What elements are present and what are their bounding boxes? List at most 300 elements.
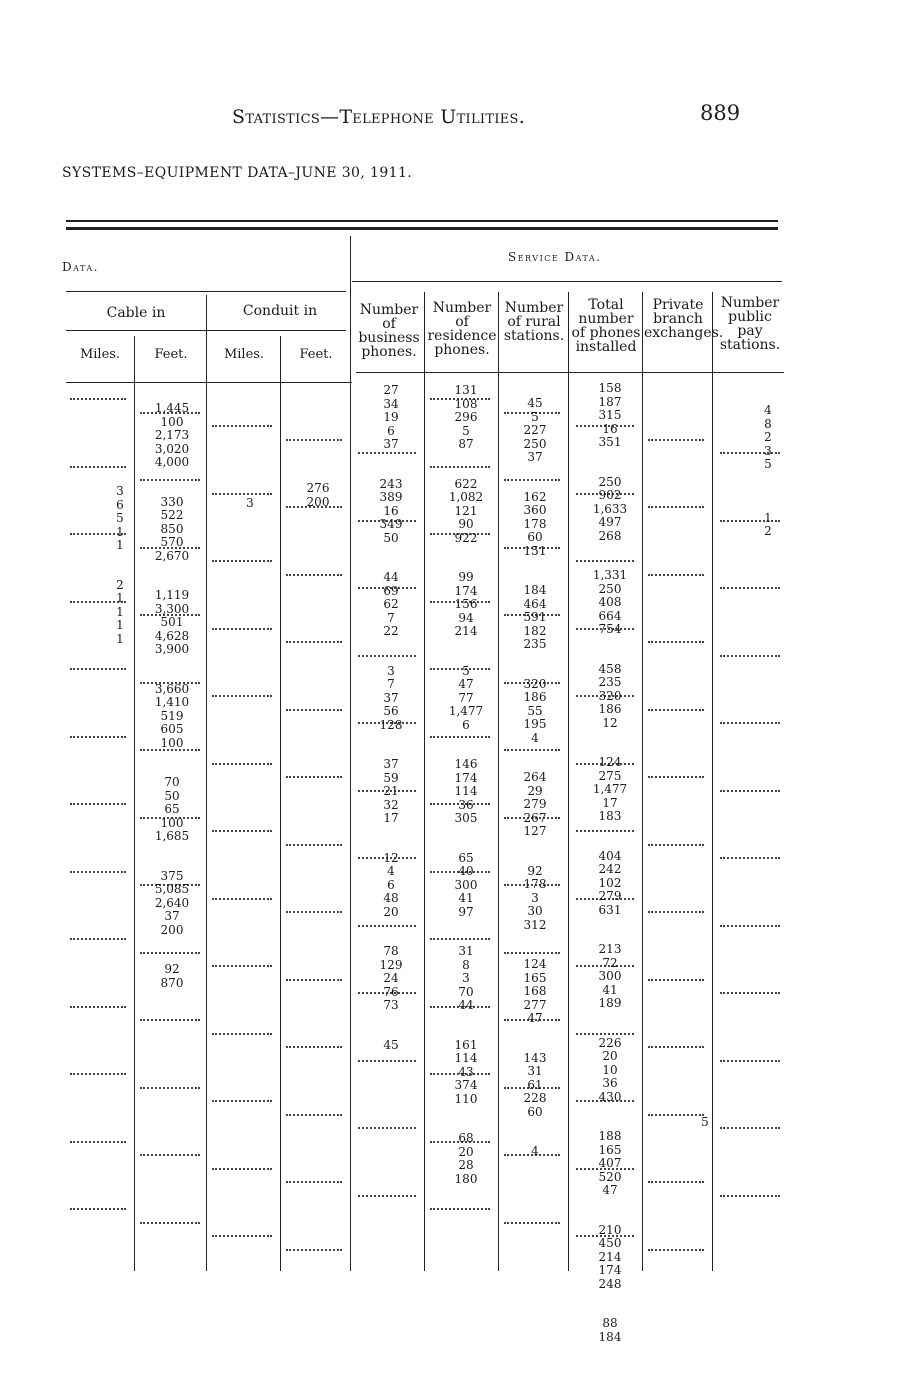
total-phones-value: 404 xyxy=(598,848,622,863)
divider-left-right xyxy=(350,236,351,1271)
leader-dots xyxy=(286,709,342,711)
cable-feet-value: 519 xyxy=(160,708,184,723)
leader-dots xyxy=(504,1222,560,1224)
rural-stations-value: 360 xyxy=(523,503,547,517)
leader-dots xyxy=(70,398,126,400)
business-phones-value: 45 xyxy=(383,1037,399,1052)
leader-dots xyxy=(286,439,342,441)
residence-phones-value: 121 xyxy=(454,503,478,518)
business-phones-value: 6 xyxy=(387,877,395,892)
rural-stations-value: 47 xyxy=(527,1011,543,1025)
rural-stations-value: 279 xyxy=(523,797,547,811)
cable-feet-value: 3,900 xyxy=(154,642,190,656)
residence-phones-value: 44 xyxy=(458,998,474,1012)
rural-stations-value: 312 xyxy=(523,917,547,932)
rural-stations-value: 228 xyxy=(523,1091,547,1105)
cable-feet-value: 50 xyxy=(164,788,180,803)
rural-stations-column xyxy=(506,397,564,1159)
total-phones-value: 183 xyxy=(598,809,622,823)
pay-stations-value: 8 xyxy=(764,416,772,431)
residence-phones-value: 296 xyxy=(454,410,478,424)
cable-feet-value: 100 xyxy=(160,735,184,750)
cable-group-header: Cable in xyxy=(106,305,166,321)
leader-dots xyxy=(286,776,342,778)
business-phones-value: 34 xyxy=(383,396,399,411)
total-phones-value: 279 xyxy=(598,889,622,903)
leader-dots xyxy=(140,1087,200,1089)
leader-dots xyxy=(286,1181,342,1183)
leader-dots xyxy=(70,668,126,670)
leader-dots xyxy=(70,1073,126,1075)
running-head: Statistics—Telephone Utilities. xyxy=(232,106,526,128)
total-phones-value: 754 xyxy=(598,622,622,636)
cable-feet-value: 1,685 xyxy=(154,829,190,843)
leader-dots xyxy=(70,736,126,738)
leader-dots xyxy=(140,1154,200,1156)
business-phones-value: 76 xyxy=(383,984,399,999)
business-phones-value: 32 xyxy=(383,797,399,812)
total-phones-value: 497 xyxy=(598,515,622,529)
residence-phones-value: 41 xyxy=(458,891,474,905)
conduit-miles-column xyxy=(220,497,280,511)
business-phones-value: 243 xyxy=(379,476,403,491)
total-phones-value: 268 xyxy=(598,528,622,543)
rural-stations-value: 31 xyxy=(527,1064,543,1078)
business-phones-value: 4 xyxy=(387,864,395,878)
business-phones-value: 69 xyxy=(383,583,399,598)
leader-dots xyxy=(286,641,342,643)
leader-dots xyxy=(286,1046,342,1048)
leader-dots xyxy=(720,655,780,657)
leader-dots xyxy=(212,965,272,967)
total-phones-value: 430 xyxy=(598,1089,622,1104)
residence-phones-value: 161 xyxy=(454,1037,478,1052)
leader-dots xyxy=(212,695,272,697)
header-bottom-rule-right xyxy=(356,372,784,373)
total-phones-value: 408 xyxy=(598,595,622,609)
leader-dots xyxy=(648,1249,704,1251)
rural-stations-value: 250 xyxy=(523,436,547,451)
total-phones-value: 17 xyxy=(602,795,618,810)
leader-dots xyxy=(648,844,704,846)
divider-service-2 xyxy=(498,292,499,1271)
rural-stations-value: 143 xyxy=(523,1050,547,1065)
left-section-rule xyxy=(66,291,346,292)
leader-dots xyxy=(140,1019,200,1021)
residence-phones-value: 1,082 xyxy=(448,490,484,504)
leader-dots xyxy=(648,911,704,913)
divider-cable-conduit xyxy=(206,295,207,1271)
business-phones-value: 349 xyxy=(379,517,403,531)
rural-stations-value: 60 xyxy=(527,530,543,544)
leader-dots xyxy=(286,1249,342,1251)
total-phones-value: 210 xyxy=(598,1222,622,1237)
leader-dots xyxy=(212,628,272,630)
total-phones-value: 315 xyxy=(598,408,622,422)
right-section-title: Service Data. xyxy=(508,250,602,264)
rural-stations-value: 4 xyxy=(531,730,539,745)
residence-phones-value: 47 xyxy=(458,677,474,691)
private-branch-value: 5 xyxy=(701,1115,709,1129)
cable-feet-value: 2,670 xyxy=(154,548,190,563)
residence-phones-value: 131 xyxy=(454,383,478,397)
rural-stations-value: 5 xyxy=(531,409,539,424)
rural-stations-value: 186 xyxy=(523,690,547,704)
leader-dots xyxy=(212,830,272,832)
leader-dots xyxy=(70,466,126,468)
pay-stations-value: 3 xyxy=(764,443,772,458)
rural-stations-value: 162 xyxy=(523,489,547,504)
leader-dots xyxy=(70,1208,126,1210)
total-phones-column xyxy=(580,382,640,1344)
leader-dots xyxy=(140,1222,200,1224)
total-phones-value: 300 xyxy=(598,969,622,983)
residence-phones-value: 114 xyxy=(454,784,478,798)
cable-feet-value: 200 xyxy=(160,922,184,937)
pay-stations-value: 1 xyxy=(764,510,772,525)
cable-miles-value: 1 xyxy=(116,631,124,646)
rural-stations-value: 37 xyxy=(527,450,543,464)
rural-stations-value: 591 xyxy=(523,610,547,624)
cable-feet-value: 605 xyxy=(160,722,184,736)
total-phones-value: 450 xyxy=(598,1236,622,1250)
residence-phones-value: 87 xyxy=(458,437,474,451)
total-phones-value: 351 xyxy=(598,435,622,449)
residence-phones-value: 108 xyxy=(454,396,478,411)
cable-feet-value: 1,410 xyxy=(154,695,190,709)
cable-miles-value: 2 xyxy=(116,577,124,592)
residence-phones-value: 622 xyxy=(454,476,478,491)
business-phones-value: 37 xyxy=(383,690,399,705)
business-phones-value: 389 xyxy=(379,490,403,504)
residence-phones-value: 146 xyxy=(454,757,478,771)
total-phones-value: 20 xyxy=(602,1049,618,1063)
residence-phones-value: 6 xyxy=(462,717,470,732)
leader-dots xyxy=(212,560,272,562)
leader-dots xyxy=(70,938,126,940)
divider-service-3 xyxy=(568,292,569,1271)
residence-phones-value: 97 xyxy=(458,904,474,919)
table-top-rule-2 xyxy=(66,227,778,230)
cable-feet-value: 2,173 xyxy=(154,428,190,442)
total-phones-value: 213 xyxy=(598,942,622,956)
rural-stations-value: 267 xyxy=(523,810,547,825)
leader-dots xyxy=(212,1033,272,1035)
total-phones-value: 242 xyxy=(598,862,622,876)
business-phones-value: 17 xyxy=(383,811,399,825)
cable-feet-value: 1,119 xyxy=(154,588,190,602)
total-phones-value: 248 xyxy=(598,1276,622,1291)
total-phones-value: 184 xyxy=(598,1329,622,1344)
leader-dots xyxy=(70,1141,126,1143)
residence-phones-value: 5 xyxy=(462,423,470,438)
leader-dots xyxy=(212,763,272,765)
leader-dots xyxy=(648,979,704,981)
total-phones-value: 250 xyxy=(598,581,622,596)
rural-stations-value: 60 xyxy=(527,1104,543,1119)
cable-feet-value: 3,660 xyxy=(154,681,190,696)
residence-phones-value: 374 xyxy=(454,1078,478,1092)
divider-service-4 xyxy=(642,292,643,1271)
total-phones-value: 1,331 xyxy=(592,568,628,582)
cable-feet-value: 37 xyxy=(164,909,180,923)
residence-phones-value: 90 xyxy=(458,517,474,531)
leader-dots xyxy=(212,425,272,427)
business-phones-value: 56 xyxy=(383,704,399,718)
rural-stations-value: 182 xyxy=(523,623,547,638)
cable-feet-value: 65 xyxy=(164,802,180,816)
total-phones-value: 520 xyxy=(598,1169,622,1184)
rural-stations-value: 61 xyxy=(527,1077,543,1092)
business-phones-value: 6 xyxy=(387,423,395,438)
total-phones-value: 226 xyxy=(598,1035,622,1050)
residence-phones-value: 156 xyxy=(454,597,478,611)
leader-dots xyxy=(720,587,780,589)
cable-feet-value: 2,640 xyxy=(154,895,190,910)
rural-stations-value: 165 xyxy=(523,970,547,985)
total-phones-value: 664 xyxy=(598,608,622,623)
business-phones-value: 59 xyxy=(383,770,399,785)
private-branch-column xyxy=(690,1116,720,1130)
leader-dots xyxy=(430,1208,490,1210)
leader-dots xyxy=(212,1100,272,1102)
table-subheading: SYSTEMS–EQUIPMENT DATA–JUNE 30, 1911. xyxy=(62,165,413,181)
residence-phones-value: 77 xyxy=(458,690,474,705)
cable-feet-value: 92 xyxy=(164,962,180,976)
cable-feet-value: 4,628 xyxy=(154,628,190,643)
business-phones-value: 12 xyxy=(383,850,399,865)
total-phones-value: 235 xyxy=(598,675,622,689)
residence-phones-value: 114 xyxy=(454,1051,478,1065)
residence-phones-value: 40 xyxy=(458,864,474,878)
total-phones-value: 174 xyxy=(598,1263,622,1277)
business-phones-value: 19 xyxy=(383,410,399,424)
leader-dots xyxy=(648,709,704,711)
rural-stations-value: 178 xyxy=(523,877,547,891)
cable-feet-value: 570 xyxy=(160,535,184,549)
page-number: 889 xyxy=(700,101,741,125)
residence-phones-value: 68 xyxy=(458,1131,474,1145)
leader-dots xyxy=(358,1195,416,1197)
rural-stations-value: 195 xyxy=(523,717,547,731)
conduit-feet-column xyxy=(288,482,348,509)
residence-phones-header: Number of residence phones. xyxy=(427,300,497,358)
residence-phones-value: 3 xyxy=(462,971,470,985)
rural-stations-value: 30 xyxy=(527,904,543,918)
rural-stations-value: 55 xyxy=(527,703,543,718)
residence-phones-value: 922 xyxy=(454,530,478,545)
total-phones-value: 186 xyxy=(598,702,622,716)
residence-phones-value: 180 xyxy=(454,1171,478,1186)
leader-dots xyxy=(720,857,780,859)
business-phones-value: 128 xyxy=(379,717,403,732)
leader-dots xyxy=(212,898,272,900)
pay-stations-value: 4 xyxy=(764,403,772,417)
rural-stations-value: 464 xyxy=(523,596,547,611)
total-phones-value: 189 xyxy=(598,996,622,1010)
conduit-miles-header: Miles. xyxy=(223,347,265,362)
leader-dots xyxy=(286,911,342,913)
rural-stations-value: 127 xyxy=(523,824,547,838)
rural-stations-value: 277 xyxy=(523,997,547,1012)
cable-miles-value: 5 xyxy=(116,511,124,525)
total-phones-value: 407 xyxy=(598,1156,622,1170)
total-phones-value: 275 xyxy=(598,768,622,783)
rural-stations-value: 3 xyxy=(531,890,539,905)
total-phones-value: 902 xyxy=(598,488,622,502)
residence-phones-column xyxy=(436,384,496,1186)
total-phones-value: 36 xyxy=(602,1076,618,1090)
business-phones-value: 48 xyxy=(383,891,399,905)
business-phones-value: 20 xyxy=(383,904,399,919)
conduit-feet-value: 276 xyxy=(306,481,330,495)
residence-phones-value: 65 xyxy=(458,850,474,865)
residence-phones-value: 70 xyxy=(458,984,474,999)
cable-miles-value: 3 xyxy=(116,484,124,498)
total-phones-value: 458 xyxy=(598,661,622,676)
leader-dots xyxy=(70,1006,126,1008)
leader-dots xyxy=(358,1127,416,1129)
cable-feet-value: 100 xyxy=(160,414,184,429)
total-phones-value: 165 xyxy=(598,1142,622,1157)
leader-dots xyxy=(212,493,272,495)
pay-stations-value: 2 xyxy=(764,524,772,538)
rural-stations-value: 92 xyxy=(527,863,543,878)
pay-stations-header: Number public pay stations. xyxy=(719,295,781,353)
total-phones-value: 10 xyxy=(602,1062,618,1077)
total-phones-value: 41 xyxy=(602,982,618,997)
cable-feet-value: 100 xyxy=(160,815,184,830)
conduit-feet-header: Feet. xyxy=(299,347,333,362)
rural-stations-value: 124 xyxy=(523,957,547,971)
leader-dots xyxy=(720,790,780,792)
business-phones-value: 62 xyxy=(383,597,399,611)
cable-miles-value: 1 xyxy=(116,538,124,552)
business-phones-value: 44 xyxy=(383,570,399,584)
cable-feet-value: 501 xyxy=(160,615,184,629)
residence-phones-value: 214 xyxy=(454,624,478,638)
total-phones-value: 72 xyxy=(602,955,618,970)
total-phones-value: 88 xyxy=(602,1316,618,1330)
right-section-rule xyxy=(352,281,782,282)
cable-miles-value: 6 xyxy=(116,497,124,512)
total-phones-value: 631 xyxy=(598,902,622,917)
business-phones-value: 7 xyxy=(387,610,395,625)
leader-dots xyxy=(720,1060,780,1062)
leader-dots xyxy=(720,1195,780,1197)
residence-phones-value: 1,477 xyxy=(448,704,484,718)
conduit-group-header: Conduit in xyxy=(242,303,318,319)
cable-miles-value: 1 xyxy=(116,524,124,539)
residence-phones-value: 36 xyxy=(458,797,474,812)
rural-stations-value: 184 xyxy=(523,583,547,597)
residence-phones-value: 174 xyxy=(454,770,478,785)
residence-phones-value: 300 xyxy=(454,877,478,892)
rural-stations-value: 45 xyxy=(527,396,543,410)
leader-dots xyxy=(70,871,126,873)
residence-phones-value: 94 xyxy=(458,610,474,625)
pay-stations-value: 2 xyxy=(764,430,772,444)
residence-phones-value: 43 xyxy=(458,1064,474,1079)
leader-dots xyxy=(720,722,780,724)
cable-miles-value: 1 xyxy=(116,618,124,632)
cable-feet-value: 330 xyxy=(160,494,184,509)
rural-stations-value: 29 xyxy=(527,783,543,798)
leader-dots xyxy=(286,1114,342,1116)
private-branch-header: Private branch exchanges. xyxy=(644,297,724,341)
business-phones-value: 24 xyxy=(383,971,399,985)
residence-phones-value: 31 xyxy=(458,944,474,958)
leader-dots xyxy=(286,844,342,846)
total-phones-value: 102 xyxy=(598,875,622,890)
business-phones-column xyxy=(366,384,416,1052)
business-phones-value: 129 xyxy=(379,957,403,972)
conduit-feet-value: 200 xyxy=(306,494,330,509)
residence-phones-value: 20 xyxy=(458,1144,474,1159)
leader-dots xyxy=(648,506,704,508)
divider-conduit-miles-feet xyxy=(280,336,281,1271)
cable-feet-value: 3,020 xyxy=(154,441,190,456)
business-phones-value: 37 xyxy=(383,437,399,451)
leader-dots xyxy=(286,574,342,576)
total-phones-value: 320 xyxy=(598,688,622,703)
leader-dots xyxy=(720,992,780,994)
residence-phones-value: 28 xyxy=(458,1158,474,1172)
leader-dots xyxy=(720,925,780,927)
cable-miles-value: 1 xyxy=(116,604,124,619)
cable-feet-value: 1,445 xyxy=(154,401,190,415)
cable-miles-value: 1 xyxy=(116,591,124,605)
leader-dots xyxy=(286,979,342,981)
leader-dots xyxy=(648,1046,704,1048)
leader-dots xyxy=(720,1127,780,1129)
left-section-title: Data. xyxy=(62,260,99,274)
leader-dots xyxy=(358,1060,416,1062)
business-phones-value: 73 xyxy=(383,998,399,1012)
rural-stations-value: 168 xyxy=(523,984,547,998)
residence-phones-value: 99 xyxy=(458,570,474,584)
total-phones-value: 188 xyxy=(598,1129,622,1143)
total-phones-value: 47 xyxy=(602,1183,618,1197)
leader-dots xyxy=(212,1168,272,1170)
business-phones-value: 3 xyxy=(387,663,395,678)
table-top-rule xyxy=(66,220,778,222)
pay-stations-column xyxy=(748,404,788,539)
cable-feet-header: Feet. xyxy=(154,347,188,362)
pay-stations-value: 5 xyxy=(764,457,772,471)
cable-feet-value: 850 xyxy=(160,521,184,536)
leader-dots xyxy=(648,776,704,778)
total-phones-value: 1,633 xyxy=(592,501,628,516)
rural-stations-value: 264 xyxy=(523,770,547,784)
business-phones-value: 37 xyxy=(383,757,399,771)
total-phones-value: 124 xyxy=(598,755,622,769)
cable-miles-header: Miles. xyxy=(79,347,121,362)
business-phones-value: 22 xyxy=(383,624,399,638)
cable-feet-value: 522 xyxy=(160,508,184,522)
business-phones-value: 21 xyxy=(383,784,399,798)
cable-feet-value: 5,085 xyxy=(154,882,190,896)
leader-dots xyxy=(70,803,126,805)
rural-stations-header: Number of rural stations. xyxy=(503,300,565,344)
cable-feet-column xyxy=(140,402,204,990)
business-phones-header: Number of business phones. xyxy=(358,302,420,360)
cable-feet-value: 870 xyxy=(160,975,184,990)
leader-dots xyxy=(212,1235,272,1237)
residence-phones-value: 8 xyxy=(462,957,470,972)
rural-stations-value: 178 xyxy=(523,516,547,531)
cable-feet-value: 3,300 xyxy=(154,601,190,616)
